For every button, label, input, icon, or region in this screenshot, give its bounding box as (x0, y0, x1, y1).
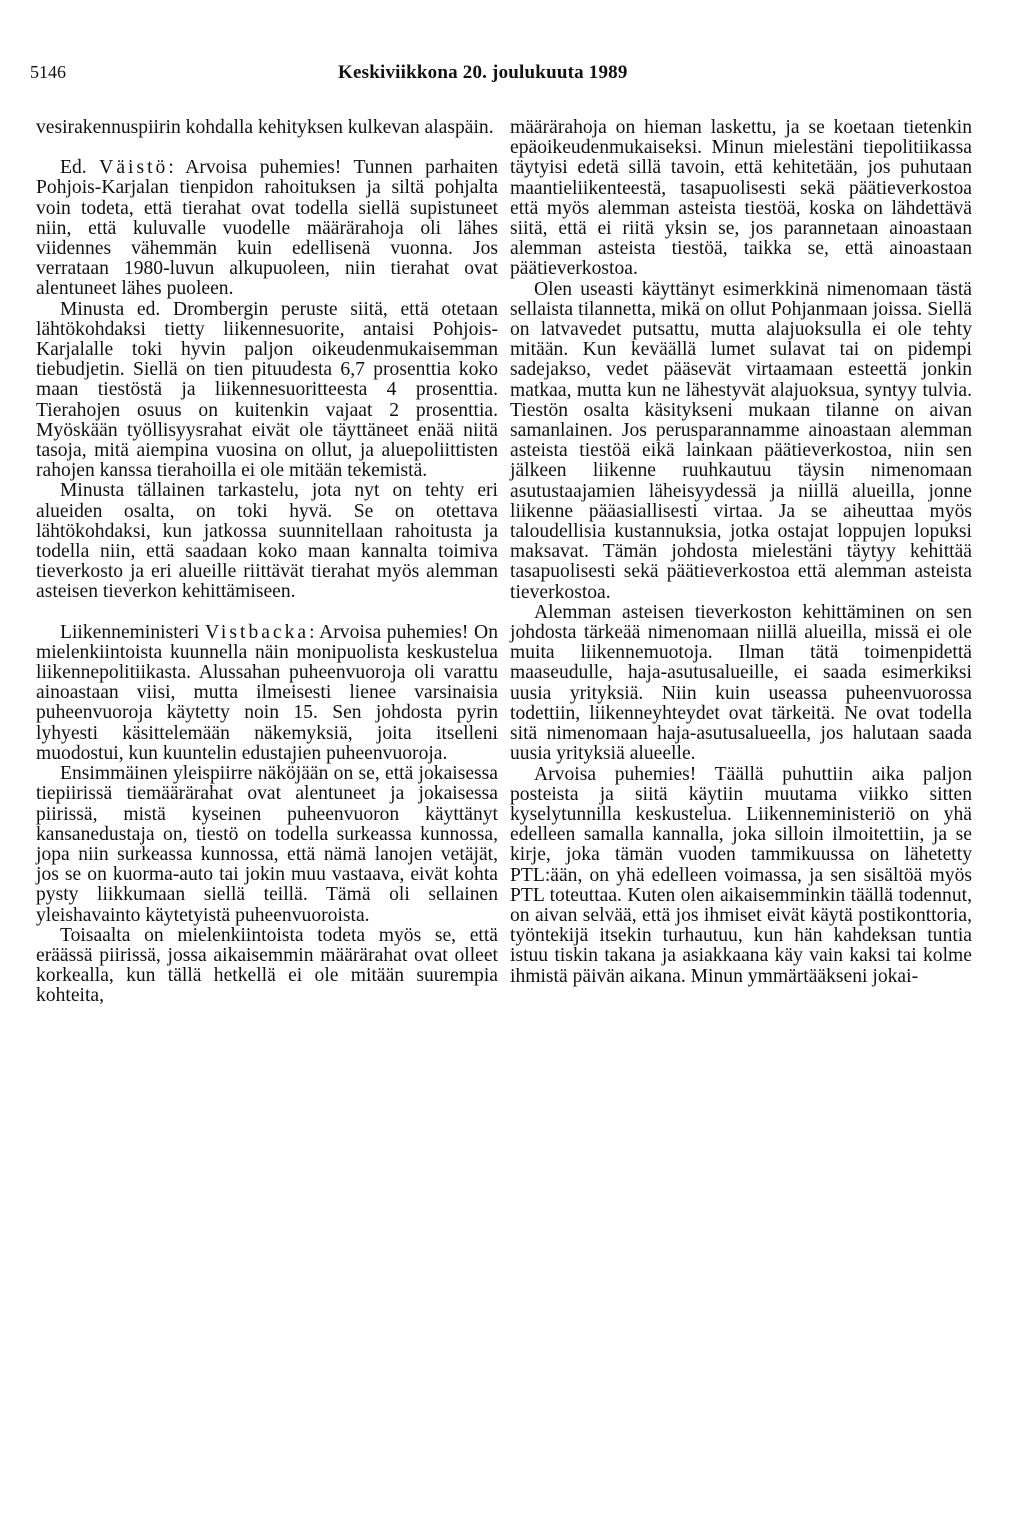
paragraph: Minusta tällainen tarkastelu, jota nyt on tehty eri alueiden osalta, on toki hyvä. Se on otettava lähtökohdaksi, kun jatkossa suunnitellaan rahoitusta ja todella niin, että saadaan koko maan kannalta toimiva tieverkosto ja eri alueille riittävät tierahat myös alemman asteisen tieverkon kehittämiseen. (36, 480, 498, 603)
speech-text: : Arvoisa puhemies! Tunnen parhaiten Pohjois-Karjalan tienpidon rahoituksen ja siltä pohjalta voin todeta, että tierahat ovat todella siellä supistuneet niin, että kuluvalle vuodelle määrärahoja oli lähes viidennes vähemmän kuin edellisenä vuonna. Jos verrataan 1980-luvun alkupuoleen, niin tierahat ovat alentuneet lähes puoleen. (36, 157, 499, 300)
speaker-name: Vistbacka (204, 621, 310, 643)
paragraph: Minusta ed. Drombergin peruste siitä, että otetaan lähtökohdaksi tietty liikennesuorite, antaisi Pohjois-Karjalalle toki hyvin paljon oikeudenmukaisemman tiebudjetin. Siellä on tien pituudesta 6,7 prosenttia koko maan tiestöstä ja liikennesuoritteesta 4 prosenttia. Tierahojen osuus on kuitenkin vajaat 2 prosenttia. Myöskään työllisyysrahat eivät ole täyttäneet enää niitä tasoja, mitä aiempina vuosina on ollut, ja aluepoliittisten rahojen kanssa tierahoilla ei ole mitään tekemistä. (36, 298, 498, 482)
page-number: 5146 (30, 62, 66, 82)
speaker-name: Väistö (99, 157, 169, 179)
header-date: Keskiviikkona 20. joulukuuta 1989 (338, 62, 628, 83)
page-header (30, 62, 994, 92)
speech-text: : Arvoisa puhemies! On mielenkiintoista kuunnella näin monipuolista keskustelua liikennepolitiikasta. Alussahan puheenvuoroja oli varattu ainoastaan viisi, mutta ilmeisesti lienee varsinaisia puheenvuoroja käytetty noin 15. Sen johdosta pyrin lyhyesti käsittelemään näkemyksiä, joita itselleni muodostui, kun kuuntelin edustajien puheenvuoroja. (36, 621, 498, 764)
speech-paragraph (36, 158, 498, 299)
paragraph: Ensimmäinen yleispiirre näköjään on se, että jokaisessa tiepiirissä tiemäärärahat ovat alentuneet ja jokaisessa piirissä, mistä kyseinen puheenvuoron käyttänyt kansanedustaja on, tiestö on todella surkeassa kunnossa, jopa niin surkeassa kunnossa, että nämä lanojen vetäjät, jos se on kuorma-auto tai jokin muu vastaava, eivät kohta pysty liikkumaan siellä teillä. Tämä oli sellainen yleishavainto käytetyistä puheenvuoroista. (36, 763, 498, 926)
paragraph: Olen useasti käyttänyt esimerkkinä nimenomaan tästä sellaista tilannetta, mikä on ollut Pohjanmaan joissa. Siellä on latvavedet putsattu, mutta alajuoksulla ei ole tehty mitään. Kun keväällä lumet sulavat tai on pidempi sadejakso, vedet pääsevät virtaamaan esteettä jonkin matkaa, mutta kun ne lähestyvät alajuoksua, syntyy tulvia. Tiestön osalta käsitykseni mukaan tilanne on aivan samanlainen. Jos perusparannamme ainoastaan alemman asteista tiestöä eikä lainkaan päätieverkostoa, niin sen jälkeen liikenne ruuhkautuu täysin nimenomaan asutustaajamien läheisyydessä ja niillä alueilla, jonne liikenne pääasiallisesti virtaa. Ja se aiheuttaa myös taloudellisia kustannuksia, jotka ostajat loppujen lopuksi maksavat. Tämän johdosta mielestäni täytyy kehittää tasapuolisesti sekä päätieverkostoa että alemman asteista tieverkostoa. (510, 278, 972, 603)
right-column (510, 118, 972, 987)
paragraph: määrärahoja on hieman laskettu, ja se koetaan tietenkin epäoikeudenmukaiseksi. Minun mielestäni tiepolitiikassa täytyisi edetä sillä tavoin, että kehitetään, jos puhutaan maantieliikenteestä, tasapuolisesti sekä päätieverkostoa että myös alemman asteista tiestöä, koska on lähdettävä siitä, että ei riitä yksin se, jos parannetaan ainoastaan alemman asteista tiestöä, taikka se, että ainoastaan päätieverkostoa. (510, 117, 972, 280)
speech-prefix: Ed. (60, 157, 87, 179)
paragraph: Alemman asteisen tieverkoston kehittäminen on sen johdosta tärkeää nimenomaan niillä alueilla, missä ei ole muita liikennemuotoja. Ilman tätä toimenpidettä maaseudulle, haja-asutusalueille, ei saada esimerkiksi uusia yrityksiä. Niin kuin useassa puheenvuorossa todettiin, liikenneyhteydet ovat tärkeitä. Ne ovat todella sitä nimenomaan haja-asutusalueella, jos halutaan saada uusia yrityksiä alueelle. (510, 601, 972, 765)
left-column (36, 118, 498, 1007)
speech-paragraph (36, 623, 498, 764)
speech-prefix: Liikenneministeri (60, 621, 200, 643)
paragraph: Toisaalta on mielenkiintoista todeta myös se, että eräässä piirissä, jossa aikaisemmin määrärahat ovat olleet korkealla, kun tällä hetkellä ei ole mitään suurempia kohteita, (36, 924, 498, 1007)
paragraph: Arvoisa puhemies! Täällä puhuttiin aika paljon posteista ja siitä käytiin muutama viikko sitten kyselytunnilla keskustelua. Liikenneministeriö on yhä edelleen samalla kannalla, joka silloin ilmoitettiin, ja se kirje, joka tämän vuoden tammikuussa on lähetetty PTL:ään, on yhä edelleen voimassa, ja sen sisältöä myös PTL toteuttaa. Kuten olen aikaisemminkin täällä todennut, on aivan selvää, että jos ihmiset eivät käytä postikonttoria, työntekijä itsekin turhautuu, kun hän kahdeksan tuntia istuu tiskin takana ja asiakkaana käy vain kaksi tai kolme ihmistä päivän aikana. Minun ymmärtääkseni jokai- (510, 763, 972, 987)
paragraph: vesirakennuspiirin kohdalla kehityksen kulkevan alaspäin. (36, 117, 494, 138)
